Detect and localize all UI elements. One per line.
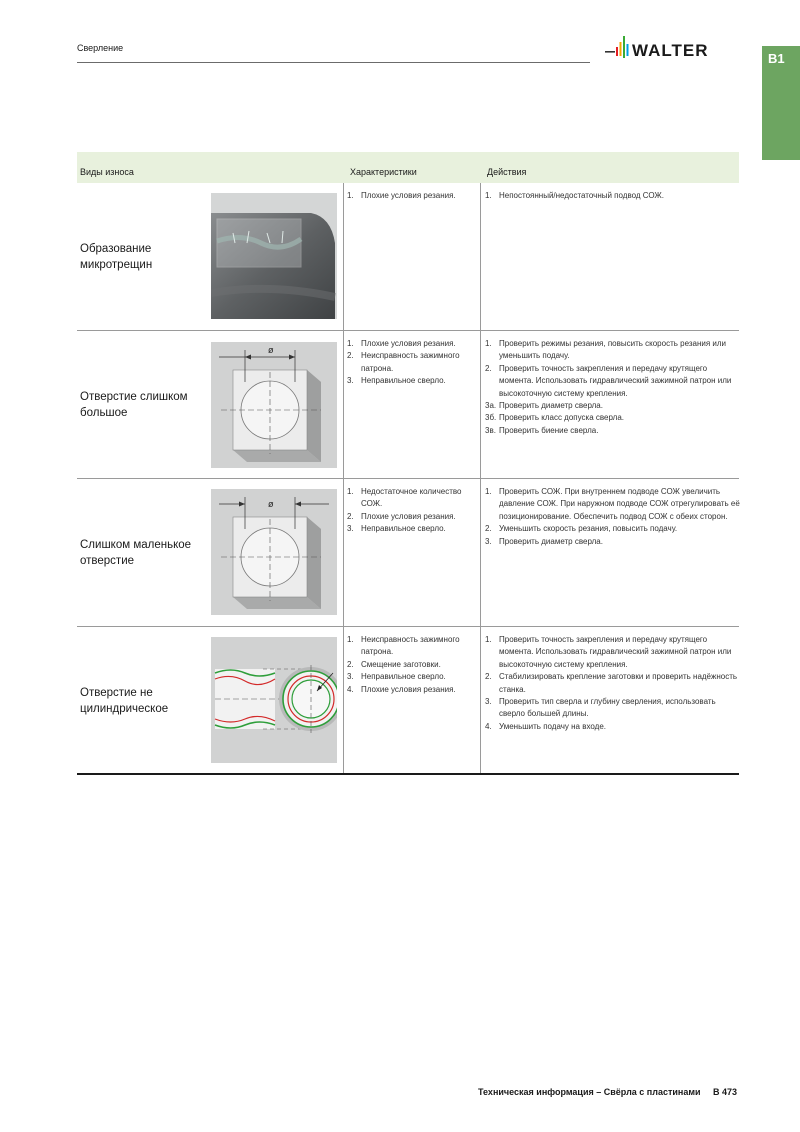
actions-list — [485, 486, 743, 548]
microcracks-photo — [211, 193, 337, 319]
list-item: 3а. Проверить диаметр сверла. — [485, 401, 603, 411]
walter-logo — [605, 36, 745, 60]
diameter-label: ø — [268, 345, 274, 355]
list-item: 2. Стабилизировать крепление заготовки и проверить надёжность станка. — [485, 672, 738, 694]
table-row — [77, 627, 739, 775]
list-item: 2. Плохие условия резания. — [347, 511, 456, 521]
actions-list — [485, 190, 743, 202]
list-item: 3. Проверить тип сверла и глубину сверления, использовать сверло большей длины. — [485, 697, 716, 719]
list-item: 3б. Проверить класс допуска сверла. — [485, 413, 624, 423]
list-item: 2. Проверить точность закрепления и передачу крутящего момента. Использовать гидравлический зажимной патрон или высокоточную систему крепления. — [485, 363, 732, 398]
characteristics-list — [347, 338, 479, 388]
characteristics-list — [347, 486, 479, 536]
characteristics-list — [347, 634, 479, 696]
actions-list — [485, 338, 743, 437]
list-item: 1. Плохие условия резания. — [347, 339, 456, 348]
list-item: 1. Проверить точность закрепления и передачу крутящего момента. Использовать гидравлический зажимной патрон или высокоточную систему крепления. — [485, 635, 732, 669]
list-item: 2. Уменьшить скорость резания, повысить подачу. — [485, 524, 678, 534]
section-tab-label: B1 — [768, 51, 785, 66]
characteristics-list — [347, 190, 479, 202]
non-cylindrical-hole-diagram — [211, 637, 337, 763]
list-item: 1. Недостаточное количество СОЖ. — [347, 487, 462, 509]
table-header — [77, 152, 739, 183]
list-item: 1. Плохие условия резания. — [347, 191, 456, 200]
list-item: 3. Неправильное сверло. — [347, 672, 446, 682]
column-header-actions: Действия — [487, 167, 527, 177]
list-item: 3. Неправильное сверло. — [347, 376, 446, 386]
list-item: 4. Плохие условия резания. — [347, 684, 456, 694]
list-item: 2. Неисправность зажимного патрона. — [347, 351, 460, 373]
wear-type-title: Образование микротрещин — [80, 243, 153, 271]
header-divider — [77, 62, 590, 63]
section-title: Сверление — [77, 43, 124, 53]
list-item: 3в. Проверить биение сверла. — [485, 425, 599, 435]
footer-text: Техническая информация – Свёрла с пластинами — [478, 1087, 701, 1097]
section-tab — [762, 46, 800, 160]
list-item: 4. Уменьшить подачу на входе. — [485, 721, 606, 731]
column-header-wear-type: Виды износа — [80, 167, 134, 177]
list-item: 3. Неправильное сверло. — [347, 524, 446, 534]
table-row — [77, 331, 739, 479]
column-header-characteristics: Характеристики — [350, 167, 417, 177]
list-item: 1. Неисправность зажимного патрона. — [347, 635, 460, 657]
oversized-hole-diagram — [211, 342, 337, 468]
table-row — [77, 183, 739, 331]
wear-type-title: Слишком маленькое отверстие — [80, 539, 192, 567]
list-item: 2. Смещение заготовки. — [347, 659, 441, 669]
svg-text:WALTER: WALTER — [632, 41, 709, 60]
table-row — [77, 479, 739, 627]
list-item: 1. Проверить СОЖ. При внутреннем подводе СОЖ увеличить давление СОЖ. При наружном подводе СОЖ отрегулировать её позиционирование. Обеспечить подвод СОЖ с обеих сторон. — [485, 487, 740, 521]
wear-type-title: Отверстие не цилиндрическое — [80, 687, 169, 715]
list-item: 1. Проверить режимы резания, повысить скорость резания или уменьшить подачу. — [485, 339, 727, 361]
actions-list — [485, 634, 743, 733]
list-item: 3. Проверить диаметр сверла. — [485, 536, 603, 546]
list-item: 1. Непостоянный/недостаточный подвод СОЖ. — [485, 191, 665, 200]
wear-type-title: Отверстие слишком большое — [80, 391, 188, 419]
diameter-label: ø — [268, 499, 274, 509]
page-number: B 473 — [713, 1087, 738, 1097]
undersized-hole-diagram — [211, 489, 337, 615]
